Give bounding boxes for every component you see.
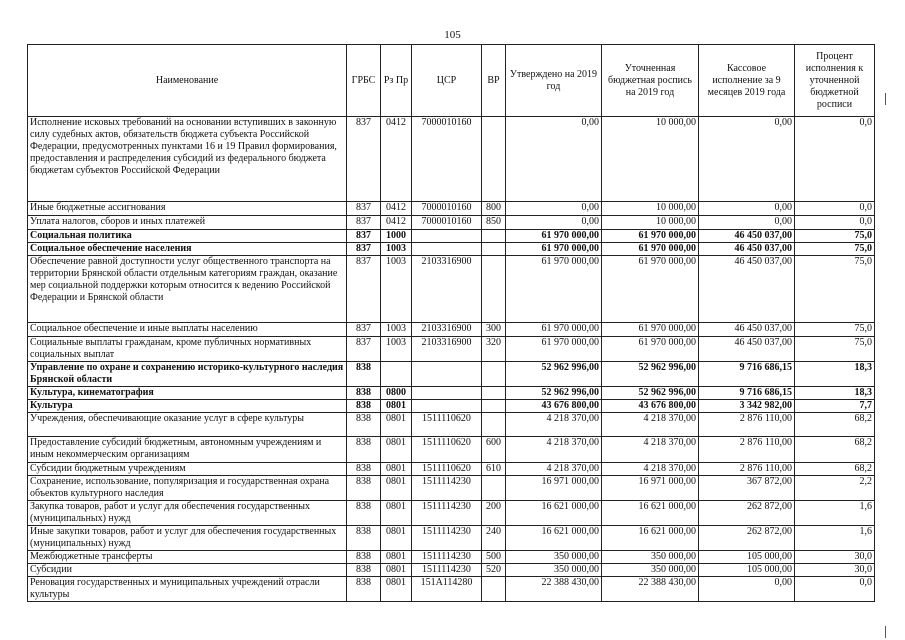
- cell-csr: 1511114230: [412, 564, 482, 577]
- cell-grbs: 838: [347, 437, 381, 463]
- cell-refined: 4 218 370,00: [602, 437, 699, 463]
- cell-grbs: 838: [347, 551, 381, 564]
- cell-csr: [412, 362, 482, 387]
- cell-csr: 1511110620: [412, 413, 482, 437]
- cell-rzpr: 0800: [381, 387, 412, 400]
- cell-approved: 16 621 000,00: [506, 501, 602, 526]
- cell-vr: [482, 362, 506, 387]
- margin-mark: [885, 93, 886, 105]
- cell-refined: 16 621 000,00: [602, 501, 699, 526]
- cell-refined: 61 970 000,00: [602, 243, 699, 256]
- cell-approved: 43 676 800,00: [506, 400, 602, 413]
- cell-vr: [482, 117, 506, 202]
- header-cash: Кассовое исполнение за 9 месяцев 2019 года: [699, 45, 795, 117]
- cell-vr: 300: [482, 323, 506, 337]
- cell-vr: 600: [482, 437, 506, 463]
- cell-rzpr: 1000: [381, 230, 412, 243]
- cell-csr: 1511114230: [412, 551, 482, 564]
- cell-cash: 46 450 037,00: [699, 323, 795, 337]
- cell-vr: [482, 577, 506, 602]
- table-row: [28, 337, 875, 362]
- cell-refined: 10 000,00: [602, 117, 699, 202]
- cell-grbs: 837: [347, 202, 381, 216]
- cell-rzpr: 0801: [381, 413, 412, 437]
- cell-percent: 18,3: [795, 362, 875, 387]
- table-row: [28, 202, 875, 216]
- cell-approved: 61 970 000,00: [506, 337, 602, 362]
- cell-refined: 22 388 430,00: [602, 577, 699, 602]
- cell-approved: 61 970 000,00: [506, 256, 602, 323]
- cell-approved: 0,00: [506, 117, 602, 202]
- cell-rzpr: 0801: [381, 463, 412, 476]
- cell-percent: 0,0: [795, 216, 875, 230]
- cell-grbs: 838: [347, 463, 381, 476]
- cell-grbs: 838: [347, 577, 381, 602]
- cell-cash: 9 716 686,15: [699, 362, 795, 387]
- cell-cash: 3 342 982,00: [699, 400, 795, 413]
- cell-percent: 30,0: [795, 551, 875, 564]
- cell-cash: 0,00: [699, 577, 795, 602]
- cell-approved: 22 388 430,00: [506, 577, 602, 602]
- table-row: [28, 243, 875, 256]
- cell-vr: 520: [482, 564, 506, 577]
- cell-rzpr: 1003: [381, 337, 412, 362]
- cell-refined: 10 000,00: [602, 216, 699, 230]
- cell-name: Предоставление субсидий бюджетным, автономным учреждениям и иным некоммерческим организациям: [28, 437, 347, 463]
- cell-rzpr: 0801: [381, 437, 412, 463]
- cell-name: Иные бюджетные ассигнования: [28, 202, 347, 216]
- cell-rzpr: 0801: [381, 564, 412, 577]
- table-row: [28, 526, 875, 551]
- cell-rzpr: 0801: [381, 501, 412, 526]
- cell-name: Обеспечение равной доступности услуг общественного транспорта на территории Брянской области отдельным категориям граждан, оказание мер социальной поддержки которым относится к ведению Российской Федерации и Брянской области: [28, 256, 347, 323]
- page-number: 105: [444, 29, 461, 41]
- cell-grbs: 837: [347, 216, 381, 230]
- cell-grbs: 838: [347, 387, 381, 400]
- cell-rzpr: 1003: [381, 323, 412, 337]
- cell-percent: 68,2: [795, 463, 875, 476]
- cell-cash: 46 450 037,00: [699, 337, 795, 362]
- cell-approved: 16 621 000,00: [506, 526, 602, 551]
- header-grbs: ГРБС: [347, 45, 381, 117]
- table-row: [28, 230, 875, 243]
- cell-refined: 10 000,00: [602, 202, 699, 216]
- cell-percent: 68,2: [795, 413, 875, 437]
- cell-vr: 850: [482, 216, 506, 230]
- cell-approved: 4 218 370,00: [506, 437, 602, 463]
- cell-grbs: 838: [347, 413, 381, 437]
- cell-vr: [482, 476, 506, 501]
- cell-approved: 52 962 996,00: [506, 387, 602, 400]
- cell-csr: 2103316900: [412, 337, 482, 362]
- cell-name: Иные закупки товаров, работ и услуг для обеспечения государственных (муниципальных) нужд: [28, 526, 347, 551]
- cell-name: Социальная политика: [28, 230, 347, 243]
- cell-cash: 9 716 686,15: [699, 387, 795, 400]
- header-approved: Утверждено на 2019 год: [506, 45, 602, 117]
- header-name: Наименование: [28, 45, 347, 117]
- cell-name: Социальные выплаты гражданам, кроме публичных нормативных социальных выплат: [28, 337, 347, 362]
- cell-refined: 16 971 000,00: [602, 476, 699, 501]
- cell-name: Культура: [28, 400, 347, 413]
- cell-rzpr: 0801: [381, 577, 412, 602]
- cell-approved: 52 962 996,00: [506, 362, 602, 387]
- table-row: [28, 362, 875, 387]
- cell-vr: [482, 400, 506, 413]
- cell-csr: [412, 230, 482, 243]
- cell-name: Сохранение, использование, популяризация и государственная охрана объектов культурного наследия: [28, 476, 347, 501]
- cell-grbs: 837: [347, 256, 381, 323]
- cell-vr: 500: [482, 551, 506, 564]
- cell-grbs: 838: [347, 476, 381, 501]
- cell-vr: [482, 256, 506, 323]
- cell-grbs: 837: [347, 117, 381, 202]
- cell-vr: 320: [482, 337, 506, 362]
- cell-percent: 0,0: [795, 202, 875, 216]
- cell-csr: 1511114230: [412, 501, 482, 526]
- header-csr: ЦСР: [412, 45, 482, 117]
- table-row: [28, 501, 875, 526]
- cell-csr: 1511110620: [412, 437, 482, 463]
- cell-rzpr: 0412: [381, 216, 412, 230]
- cell-cash: 0,00: [699, 117, 795, 202]
- table-header-row: [28, 45, 875, 117]
- cell-vr: [482, 387, 506, 400]
- cell-grbs: 837: [347, 230, 381, 243]
- cell-cash: 262 872,00: [699, 501, 795, 526]
- cell-name: Исполнение исковых требований на основании вступивших в законную силу судебных актов, обязательств бюджета субъекта Российской Федерации, предусмотренных пунктами 16 и 19 Правил формирования, предоставления и распределения субсидий из федерального бюджета бюджетам субъектов Российской Федерации: [28, 117, 347, 202]
- header-rzpr: Рз Пр: [381, 45, 412, 117]
- cell-percent: 75,0: [795, 243, 875, 256]
- cell-refined: 52 962 996,00: [602, 387, 699, 400]
- cell-approved: 350 000,00: [506, 564, 602, 577]
- cell-name: Субсидии: [28, 564, 347, 577]
- cell-approved: 350 000,00: [506, 551, 602, 564]
- cell-percent: 0,0: [795, 577, 875, 602]
- cell-cash: 0,00: [699, 216, 795, 230]
- table-row: [28, 400, 875, 413]
- cell-vr: [482, 413, 506, 437]
- cell-grbs: 838: [347, 526, 381, 551]
- cell-percent: 1,6: [795, 501, 875, 526]
- table-row: [28, 117, 875, 202]
- cell-refined: 61 970 000,00: [602, 323, 699, 337]
- cell-refined: 61 970 000,00: [602, 256, 699, 323]
- cell-refined: 61 970 000,00: [602, 230, 699, 243]
- margin-mark: [885, 626, 886, 638]
- cell-rzpr: 0801: [381, 476, 412, 501]
- cell-vr: 240: [482, 526, 506, 551]
- cell-percent: 75,0: [795, 256, 875, 323]
- cell-approved: 61 970 000,00: [506, 323, 602, 337]
- cell-grbs: 838: [347, 400, 381, 413]
- cell-cash: 46 450 037,00: [699, 230, 795, 243]
- cell-cash: 2 876 110,00: [699, 413, 795, 437]
- cell-percent: 68,2: [795, 437, 875, 463]
- cell-csr: 1511114230: [412, 526, 482, 551]
- cell-cash: 105 000,00: [699, 551, 795, 564]
- table-row: [28, 413, 875, 437]
- cell-name: Социальное обеспечение населения: [28, 243, 347, 256]
- cell-csr: 7000010160: [412, 117, 482, 202]
- budget-table: [27, 44, 875, 602]
- table-row: [28, 564, 875, 577]
- cell-approved: 61 970 000,00: [506, 243, 602, 256]
- cell-csr: 1511114230: [412, 476, 482, 501]
- cell-rzpr: 0412: [381, 117, 412, 202]
- cell-vr: 200: [482, 501, 506, 526]
- cell-name: Социальное обеспечение и иные выплаты населению: [28, 323, 347, 337]
- cell-refined: 4 218 370,00: [602, 413, 699, 437]
- table-row: [28, 216, 875, 230]
- cell-csr: 7000010160: [412, 216, 482, 230]
- cell-rzpr: 0412: [381, 202, 412, 216]
- cell-csr: 2103316900: [412, 256, 482, 323]
- cell-rzpr: 0801: [381, 551, 412, 564]
- cell-percent: 0,0: [795, 117, 875, 202]
- cell-rzpr: 0801: [381, 526, 412, 551]
- cell-csr: 151A114280: [412, 577, 482, 602]
- cell-name: Уплата налогов, сборов и иных платежей: [28, 216, 347, 230]
- cell-vr: [482, 243, 506, 256]
- table-row: [28, 437, 875, 463]
- cell-percent: 75,0: [795, 323, 875, 337]
- table-row: [28, 577, 875, 602]
- cell-percent: 30,0: [795, 564, 875, 577]
- cell-cash: 2 876 110,00: [699, 437, 795, 463]
- cell-percent: 2,2: [795, 476, 875, 501]
- cell-csr: 7000010160: [412, 202, 482, 216]
- cell-refined: 4 218 370,00: [602, 463, 699, 476]
- header-refined: Уточненная бюджетная роспись на 2019 год: [602, 45, 699, 117]
- cell-name: Межбюджетные трансферты: [28, 551, 347, 564]
- cell-approved: 4 218 370,00: [506, 413, 602, 437]
- cell-grbs: 838: [347, 362, 381, 387]
- cell-csr: [412, 400, 482, 413]
- cell-approved: 4 218 370,00: [506, 463, 602, 476]
- cell-name: Культура, кинематография: [28, 387, 347, 400]
- cell-refined: 61 970 000,00: [602, 337, 699, 362]
- cell-cash: 262 872,00: [699, 526, 795, 551]
- header-percent: Процент исполнения к уточненной бюджетной росписи: [795, 45, 875, 117]
- cell-csr: 2103316900: [412, 323, 482, 337]
- table-row: [28, 463, 875, 476]
- cell-csr: [412, 387, 482, 400]
- cell-csr: 1511110620: [412, 463, 482, 476]
- cell-percent: 75,0: [795, 337, 875, 362]
- cell-cash: 105 000,00: [699, 564, 795, 577]
- cell-vr: 800: [482, 202, 506, 216]
- table-body: [28, 117, 875, 602]
- cell-name: Управление по охране и сохранению историко-культурного наследия Брянской области: [28, 362, 347, 387]
- cell-percent: 1,6: [795, 526, 875, 551]
- cell-name: Реновация государственных и муниципальных учреждений отрасли культуры: [28, 577, 347, 602]
- cell-refined: 350 000,00: [602, 551, 699, 564]
- cell-cash: 46 450 037,00: [699, 256, 795, 323]
- cell-name: Закупка товаров, работ и услуг для обеспечения государственных (муниципальных) нужд: [28, 501, 347, 526]
- cell-grbs: 838: [347, 501, 381, 526]
- cell-rzpr: 0801: [381, 400, 412, 413]
- cell-grbs: 838: [347, 564, 381, 577]
- cell-rzpr: [381, 362, 412, 387]
- cell-refined: 16 621 000,00: [602, 526, 699, 551]
- cell-vr: [482, 230, 506, 243]
- cell-cash: 2 876 110,00: [699, 463, 795, 476]
- table-row: [28, 551, 875, 564]
- table-row: [28, 476, 875, 501]
- cell-approved: 16 971 000,00: [506, 476, 602, 501]
- table-row: [28, 323, 875, 337]
- cell-vr: 610: [482, 463, 506, 476]
- cell-refined: 52 962 996,00: [602, 362, 699, 387]
- cell-csr: [412, 243, 482, 256]
- cell-rzpr: 1003: [381, 243, 412, 256]
- cell-percent: 18,3: [795, 387, 875, 400]
- cell-percent: 75,0: [795, 230, 875, 243]
- table-row: [28, 387, 875, 400]
- cell-percent: 7,7: [795, 400, 875, 413]
- cell-refined: 350 000,00: [602, 564, 699, 577]
- cell-cash: 0,00: [699, 202, 795, 216]
- cell-cash: 46 450 037,00: [699, 243, 795, 256]
- cell-cash: 367 872,00: [699, 476, 795, 501]
- cell-approved: 61 970 000,00: [506, 230, 602, 243]
- cell-name: Субсидии бюджетным учреждениям: [28, 463, 347, 476]
- cell-grbs: 837: [347, 243, 381, 256]
- header-vr: ВР: [482, 45, 506, 117]
- cell-grbs: 837: [347, 323, 381, 337]
- cell-approved: 0,00: [506, 216, 602, 230]
- table-row: [28, 256, 875, 323]
- cell-rzpr: 1003: [381, 256, 412, 323]
- cell-grbs: 837: [347, 337, 381, 362]
- cell-name: Учреждения, обеспечивающие оказание услуг в сфере культуры: [28, 413, 347, 437]
- cell-refined: 43 676 800,00: [602, 400, 699, 413]
- cell-approved: 0,00: [506, 202, 602, 216]
